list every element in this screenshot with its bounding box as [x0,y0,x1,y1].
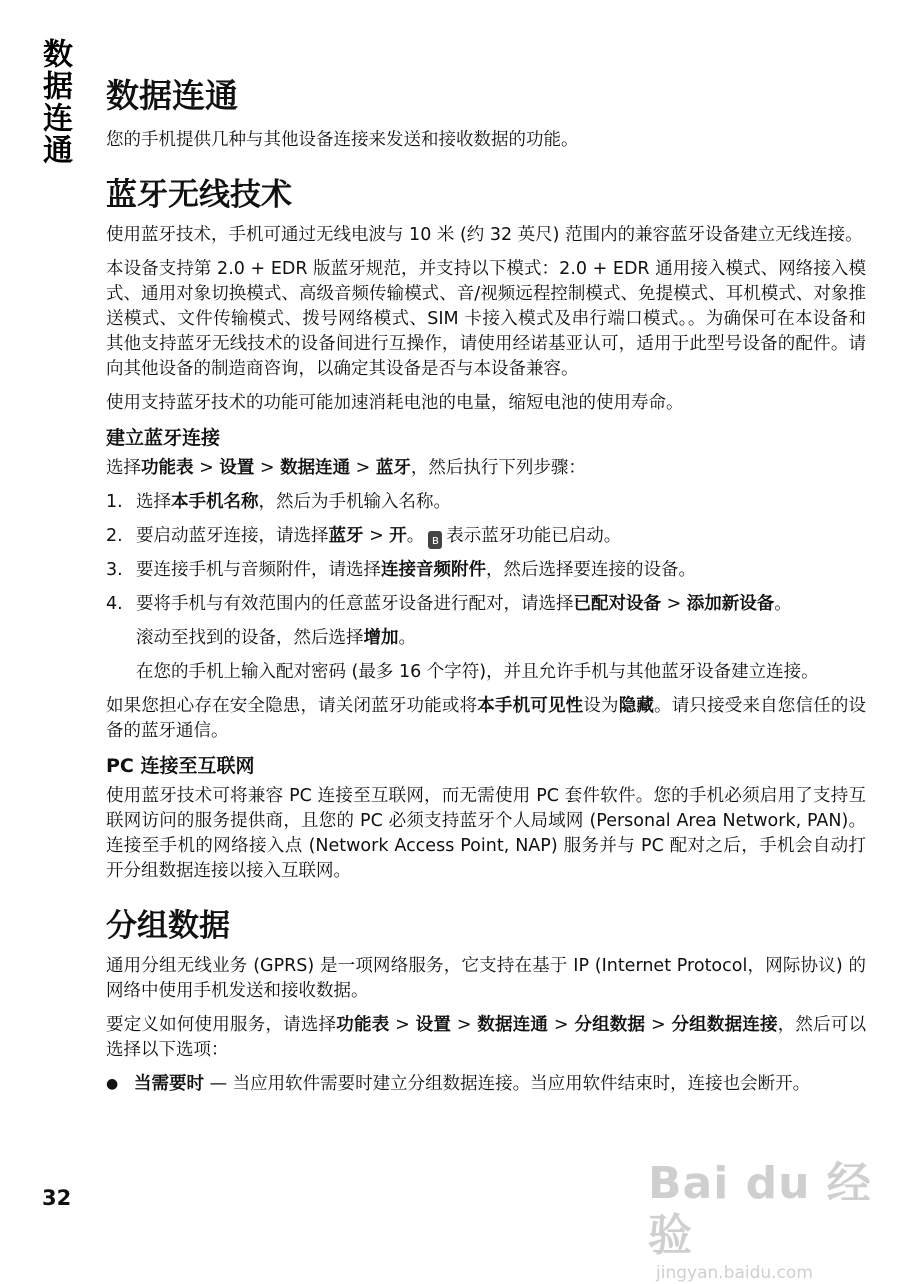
step-text [136,490,866,515]
menu-item: 隐藏 [618,696,655,716]
text: 。 [398,628,416,648]
pc-internet-paragraph: 使用蓝牙技术可将兼容 PC 连接至互联网，而无需使用 PC 套件软件。您的手机必须启用了支持互联网访问的服务提供商，且您的 PC 必须支持蓝牙个人局域网 (Personal Area Network, PAN)。连接至手机的网络接入点 (Network Access Point, NAP) 服务并与 PC 配对之后，手机会自动打开分组数据连接以接入互联网。 [106,786,866,881]
text: ，然后为手机输入名称。 [258,492,451,512]
packet-data-paragraph-2 [106,1013,866,1063]
step-number: 3. [106,560,123,580]
pc-internet-heading: PC 连接至互联网 [106,755,255,777]
text: 选择 [136,492,171,512]
separator: > [451,1015,478,1035]
menu-item: 蓝牙 [328,526,364,546]
separator: > [350,458,376,478]
step-text [136,558,866,583]
text: ，然后执行下列步骤： [410,458,586,478]
page-content [106,74,866,1106]
menu-item: 添加新设备 [686,594,775,614]
bluetooth-icon: ʙ [428,531,442,549]
menu-item: 功能表 [336,1015,390,1035]
menu-item: 蓝牙 [375,458,411,478]
watermark-url: jingyan.baidu.com [656,1263,813,1283]
menu-item: 已配对设备 [573,594,661,614]
bluetooth-paragraph-1: 使用蓝牙技术，手机可通过无线电波与 10 米 (约 32 英尺) 范围内的兼容蓝牙设备建立无线连接。 [106,225,863,245]
text: 要将手机与有效范围内的任意蓝牙设备进行配对，请选择 [136,594,574,614]
separator: > [661,594,687,614]
text: 选择 [106,458,141,478]
text: 如果您担心存在安全隐患，请关闭蓝牙功能或将 [106,696,478,716]
step-text [136,592,866,617]
bluetooth-paragraph-3: 使用支持蓝牙技术的功能可能加速消耗电池的电量，缩短电池的使用寿命。 [106,393,684,413]
text: 。请只接受来自您信任的设备的蓝牙通信。 [106,696,867,741]
menu-item: 本手机可见性 [477,696,584,716]
separator: > [363,526,390,546]
text: 表示蓝牙功能已启动。 [446,526,622,546]
menu-path-paragraph [106,456,866,481]
option-text [134,1072,866,1097]
step-2 [106,524,866,549]
step-1 [106,490,866,515]
menu-item: 设置 [415,1015,452,1035]
menu-item: 功能表 [141,458,194,478]
step-3 [106,558,866,583]
separator: > [389,1015,416,1035]
text: 要定义如何使用服务，请选择 [106,1015,337,1035]
step-number: 2. [106,526,123,546]
page-title: 数据连通 [106,76,238,115]
bluetooth-heading: 蓝牙无线技术 [106,177,292,213]
text: 滚动至找到的设备，然后选择 [136,628,364,648]
menu-item: 本手机名称 [171,492,259,512]
step-4 [106,592,866,617]
menu-item: 数据连通 [280,458,351,478]
step-number: 1. [106,492,123,512]
text: 要启动蓝牙连接，请选择 [136,526,329,546]
separator: > [645,1015,672,1035]
separator: > [254,458,281,478]
text: 。 [774,594,792,614]
packet-data-heading: 分组数据 [106,908,230,944]
intro-paragraph: 您的手机提供几种与其他设备连接来发送和接收数据的功能。 [106,130,579,150]
menu-item: 增加 [363,628,399,648]
menu-item: 分组数据连接 [671,1015,778,1035]
step-4-detail-1 [136,626,866,651]
packet-data-paragraph-1: 通用分组无线业务 (GPRS) 是一项网络服务，它支持在基于 IP (Internet Protocol，网际协议) 的网络中使用手机发送和接收数据。 [106,956,866,1001]
separator: > [193,458,220,478]
bullet-dot-icon: ● [106,1076,119,1092]
menu-item: 设置 [219,458,255,478]
watermark-logo: Bai du 经验 [648,1158,872,1261]
text: ，然后可以选择以下选项： [106,1015,867,1060]
option-when-needed [106,1072,866,1097]
menu-item: 分组数据 [574,1015,646,1035]
text: ，然后选择要连接的设备。 [486,560,696,580]
step-text [136,524,866,549]
bluetooth-paragraph-2: 本设备支持第 2.0 + EDR 版蓝牙规范，并支持以下模式：2.0 + EDR 通用接入模式、网络接入模式、通用对象切换模式、高级音频传输模式、音/视频远程控制模式、免提模式、耳机模式、对象推送模式、文件传输模式、拨号网络模式、SIM 卡接入模式及串行端口模式。。为确保可在本设备和其他支持蓝牙无线技术的设备间进行互操作，请使用经诺基亚认可，适用于此型号设备的配件。请向其他设备的制造商咨询，以确定其设备是否与本设备兼容。 [106,259,866,379]
step-number: 4. [106,594,123,614]
separator: > [548,1015,575,1035]
option-name: 当需要时 [134,1074,204,1094]
security-note [106,694,866,744]
text: 要连接手机与音频附件，请选择 [136,560,381,580]
bluetooth-setup-heading: 建立蓝牙连接 [106,427,221,449]
text: 。 [406,526,425,546]
text: 设为 [583,696,619,716]
option-description: — 当应用软件需要时建立分组数据连接。当应用软件结束时，连接也会断开。 [204,1074,811,1094]
menu-item: 数据连通 [477,1015,549,1035]
step-4-detail-2: 在您的手机上输入配对密码 (最多 16 个字符)，并且允许手机与其他蓝牙设备建立连接。 [136,662,819,682]
menu-item: 连接音频附件 [381,560,486,580]
baidu-watermark [648,1158,898,1283]
chapter-side-tab: 数据连通 [37,38,72,166]
page-number: 32 [42,1186,72,1210]
menu-item: 开 [389,526,407,546]
